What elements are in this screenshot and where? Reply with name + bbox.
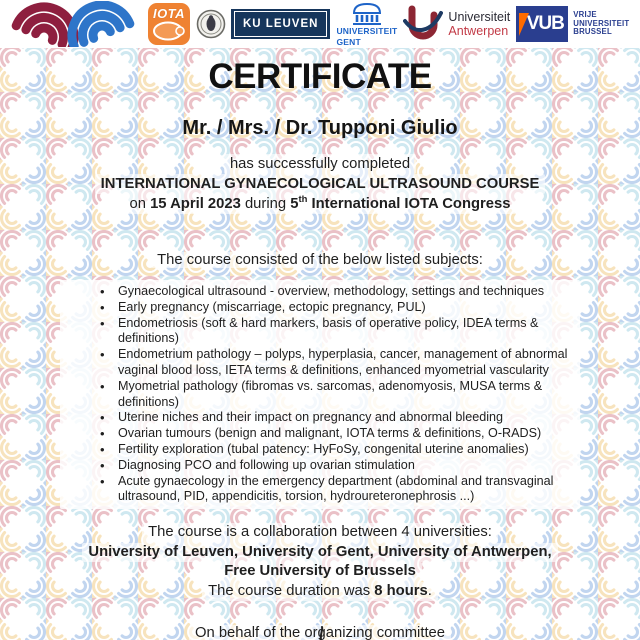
- iota-icon: [148, 3, 190, 45]
- certificate-body: [0, 57, 640, 640]
- subjects-list: [60, 280, 580, 509]
- kuleuven-logo: [196, 9, 330, 39]
- ugent-logo: [336, 1, 397, 47]
- kuleuven-wordmark: [231, 9, 330, 39]
- iota-congress-arcs-logo: [4, 1, 142, 47]
- vub-label-line3: BRUSSEL: [573, 27, 612, 37]
- kuleuven-seal-icon: [196, 9, 226, 39]
- ugent-label-line1: UNIVERSITEIT: [336, 26, 398, 36]
- subject-list-item: • Early pregnancy (miscarriage, ectopic pregnancy, PUL): [60, 300, 580, 316]
- congress-ordinal: th: [298, 194, 308, 206]
- uantwerpen-u-icon: [403, 5, 443, 43]
- course-date-line: on 15 April 2023 during 5th International IOTA Congress: [124, 194, 517, 214]
- vub-acronym: VUB: [526, 13, 564, 34]
- ugent-building-icon: [350, 1, 384, 25]
- uantwerpen-label-line2: Antwerpen: [448, 24, 509, 38]
- congress-arcs-icon: [4, 1, 142, 47]
- collab-universities-line1: University of Leuven, University of Gent, University of Antwerpen,: [82, 543, 557, 563]
- subject-list-item: • Myometrial pathology (fibromas vs. sarcomas, adenomyosis, MUSA terms & definitions): [60, 379, 580, 411]
- logo-strip: [0, 0, 640, 48]
- vub-logo: [516, 6, 629, 42]
- kuleuven-label: KU LEUVEN: [243, 18, 319, 30]
- congress-number: 5: [290, 196, 299, 212]
- subject-list-item: • Endometrium pathology – polyps, hyperplasia, cancer, management of abnormal vaginal blood loss, IETA terms & definitions, enhanced myometrial vascularity: [60, 347, 580, 379]
- certificate-title: CERTIFICATE: [208, 57, 432, 96]
- subject-list-item: • Gynaecological ultrasound - overview, methodology, settings and techniques: [60, 284, 580, 300]
- vub-box-icon: [516, 6, 568, 42]
- collab-universities-line2: Free University of Brussels: [218, 562, 422, 582]
- subjects-intro: The course consisted of the below listed subjects:: [0, 252, 640, 268]
- course-date: 15 April 2023: [150, 196, 241, 212]
- congress-name: International IOTA Congress: [307, 196, 511, 212]
- iota-ovary-icon: [151, 20, 187, 42]
- committee-line: On behalf of the organizing committee: [0, 625, 640, 640]
- iota-label: IOTA: [152, 5, 186, 21]
- vub-triangle-icon: [516, 6, 530, 42]
- duration-line: The course duration was 8 hours.: [202, 582, 438, 602]
- collaboration-block: [0, 523, 640, 601]
- completed-line: has successfully completed: [224, 154, 416, 174]
- subject-list-item: • Uterine niches and their impact on pregnancy and abnormal bleeding: [60, 410, 580, 426]
- subject-list-item: • Endometriosis (soft & hard markers, basis of operative policy, IDEA terms & definitions): [60, 316, 580, 348]
- subject-list-item: • Fertility exploration (tubal patency: HyFoSy, congenital uterine anomalies): [60, 442, 580, 458]
- subject-list-item: • Ovarian tumours (benign and malignant, IOTA terms & definitions, O-RADS): [60, 426, 580, 442]
- completion-paragraph: [0, 154, 640, 214]
- subject-list-item: • Acute gynaecology in the emergency department (abdominal and transvaginal ultrasound, PID, appendicitis, torsion, hydroureteronephrosis ...): [60, 474, 580, 506]
- uantwerpen-label-line1: Universiteit: [448, 10, 511, 24]
- vub-label-line2: UNIVERSITEIT: [573, 18, 630, 28]
- vub-label-line1: VRIJE: [573, 10, 597, 20]
- subject-list-item: • Diagnosing PCO and following up ovarian stimulation: [60, 458, 580, 474]
- course-name: INTERNATIONAL GYNAECOLOGICAL ULTRASOUND COURSE: [95, 174, 546, 194]
- ugent-label-line2: GENT: [336, 37, 361, 47]
- duration-value: 8 hours: [374, 582, 428, 599]
- signature-stroke: [0, 626, 640, 640]
- recipient-name: Mr. / Mrs. / Dr. Tupponi Giulio: [182, 117, 458, 139]
- collab-line1: The course is a collaboration between 4 universities:: [142, 523, 498, 543]
- uantwerpen-logo: [403, 5, 510, 43]
- iota-logo: [148, 3, 190, 45]
